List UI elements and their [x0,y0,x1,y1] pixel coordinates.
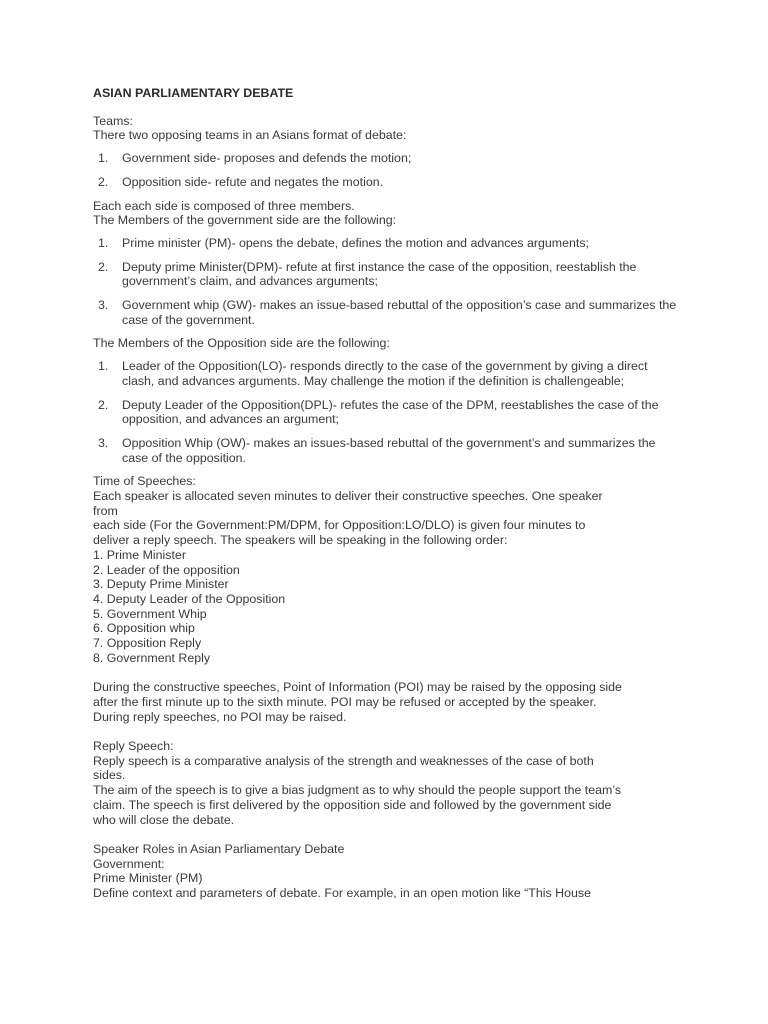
list-item [93,359,683,388]
speaking-order-item: 7. Opposition Reply [93,636,202,651]
paragraph-gap [93,724,683,739]
list-number: 2. [98,259,109,274]
reply-speech-line: sides. [93,768,126,783]
poi-line: after the first minute up to the sixth minute. POI may be refused or accepted by the speaker. [93,694,597,709]
speaker-roles-subheading: Government: [93,856,165,871]
reply-speech-line: claim. The speech is first delivered by the opposition side and followed by the government side [93,797,612,812]
time-of-speeches-line: Each speaker is allocated seven minutes to deliver their constructive speeches. One speaker [93,489,603,504]
list-item [93,236,683,251]
reply-speech-line: Reply speech is a comparative analysis of the strength and weaknesses of the case of both [93,753,594,768]
document-title: ASIAN PARLIAMENTARY DEBATE [93,86,294,100]
speaking-order-item: 5. Government Whip [93,606,207,621]
speaking-order-item: 3. Deputy Prime Minister [93,577,229,592]
list-number: 3. [98,298,109,313]
time-of-speeches-heading: Time of Speeches: [93,474,196,489]
list-number: 1. [98,151,109,166]
time-of-speeches-line: deliver a reply speech. The speakers will be speaking in the following order: [93,533,508,548]
speaker-roles-heading: Speaker Roles in Asian Parliamentary Debate [93,841,345,856]
reply-speech-heading: Reply Speech: [93,738,174,753]
list-item [93,298,683,327]
reply-speech-line: who will close the debate. [93,812,235,827]
paragraph-gap [93,666,683,681]
speaker-role-text: Define context and parameters of debate. For example, in an open motion like “This House [93,886,591,900]
time-of-speeches-line: from [93,503,118,518]
gov-members-list [93,236,683,328]
speaker-role-title: Prime Minister (PM) [93,871,203,886]
list-text: Leader of the Opposition(LO)- responds directly to the case of the government by giving a direct clash, and advances arguments. May challenge the motion if the definition is challengeable; [122,359,648,388]
paragraph-gap [93,827,683,842]
speaking-order-item: 6. Opposition whip [93,621,195,636]
list-number: 3. [98,435,109,450]
list-number: 1. [98,235,109,250]
teams-intro: There two opposing teams in an Asians format of debate: [93,128,407,143]
time-of-speeches-line: each side (For the Government:PM/DPM, for Opposition:LO/DLO) is given four minutes to [93,518,586,533]
composition-text: Each each side is composed of three members. [93,198,355,213]
list-text: Deputy Leader of the Opposition(DPL)- refutes the case of the DPM, reestablishes the case of the opposition, and advances an argument; [122,397,659,427]
list-item [93,398,683,427]
document-page [93,86,683,901]
list-item [93,175,683,190]
reply-speech-line: The aim of the speech is to give a bias judgment as to why should the people support the team’s [93,783,622,798]
opp-members-intro: The Members of the Opposition side are the following: [93,336,390,351]
list-text: Opposition side- refute and negates the motion. [122,174,384,189]
teams-heading: Teams: [93,113,133,128]
opp-members-list [93,359,683,465]
list-number: 1. [98,359,109,374]
list-text: Government side- proposes and defends the motion; [122,151,412,166]
list-text: Prime minister (PM)- opens the debate, defines the motion and advances arguments; [122,235,589,250]
list-item [93,260,683,289]
list-text: Deputy prime Minister(DPM)- refute at first instance the case of the opposition, reestablish the government’s claim, and advances arguments; [122,259,637,289]
list-number: 2. [98,397,109,412]
speaking-order-item: 1. Prime Minister [93,547,186,562]
poi-line: During reply speeches, no POI may be raised. [93,709,347,724]
teams-list [93,151,683,189]
list-text: Opposition Whip (OW)- makes an issues-based rebuttal of the government’s and summarizes the case of the opposition. [122,435,656,465]
speaking-order-item: 8. Government Reply [93,650,211,665]
gov-members-intro: The Members of the government side are the following: [93,213,397,228]
list-text: Government whip (GW)- makes an issue-based rebuttal of the opposition’s case and summarizes the case of the government. [122,298,677,327]
speaking-order-item: 4. Deputy Leader of the Opposition [93,591,286,606]
list-number: 2. [98,174,109,189]
list-item [93,151,683,166]
poi-line: During the constructive speeches, Point of Information (POI) may be raised by the opposing side [93,680,622,695]
speaking-order-item: 2. Leader of the opposition [93,562,240,577]
list-item [93,436,683,465]
